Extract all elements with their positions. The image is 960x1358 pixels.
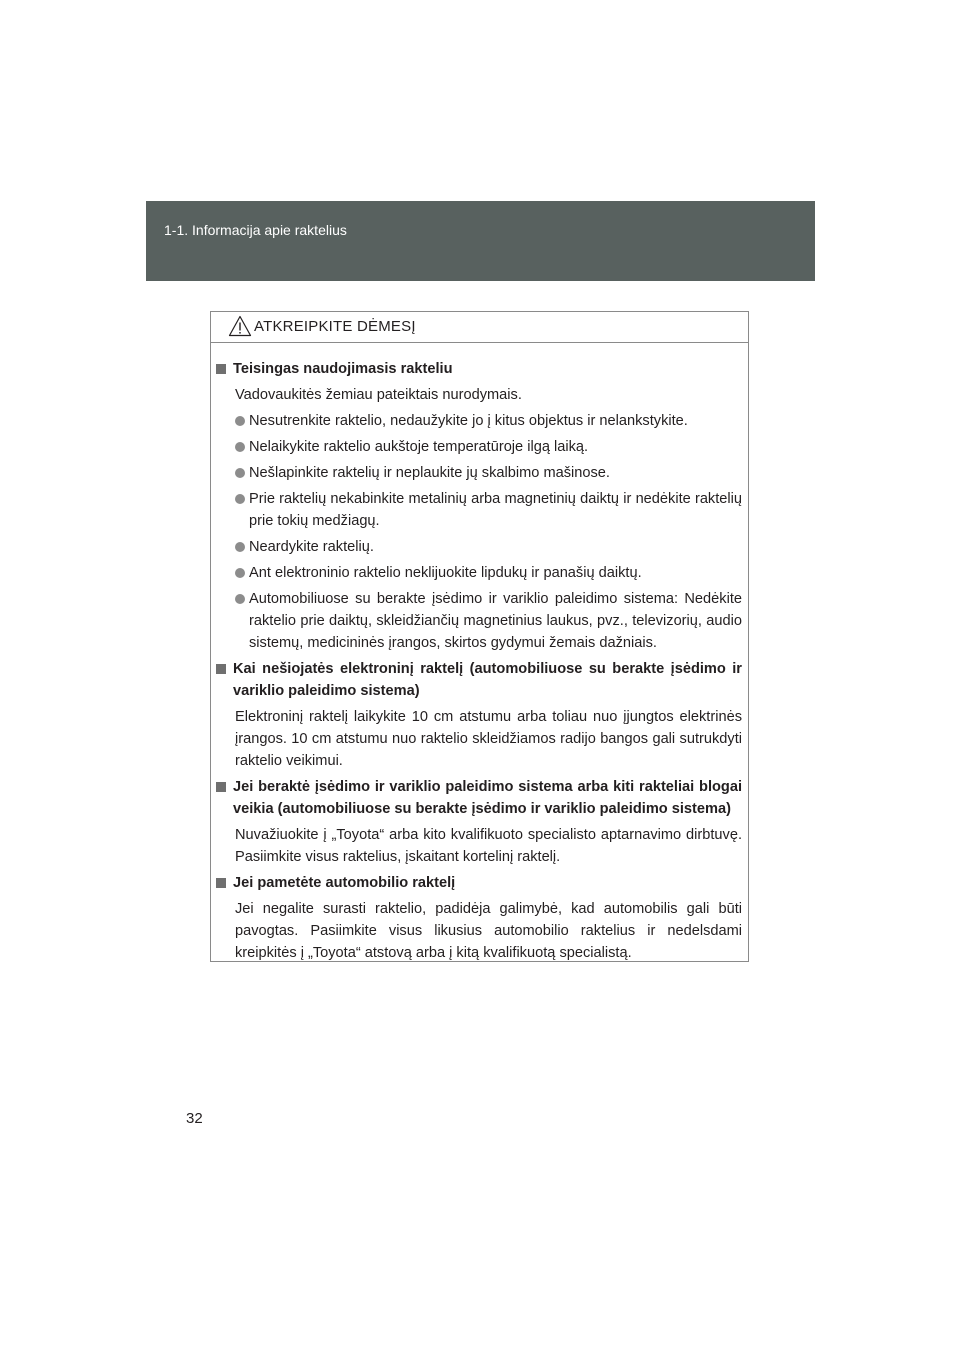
list-item: Ant elektroninio raktelio neklijuokite lipdukų ir panašių daiktų. xyxy=(216,562,742,584)
warning-box xyxy=(210,311,749,962)
warning-body xyxy=(211,343,748,964)
bullet-dot-icon xyxy=(235,442,245,452)
section-heading: Teisingas naudojimasis rakteliu xyxy=(216,358,742,380)
list-item: Nelaikykite raktelio aukštoje temperatūroje ilgą laiką. xyxy=(216,436,742,458)
section-title: 1-1. Informacija apie raktelius xyxy=(164,222,347,238)
square-bullet-icon xyxy=(216,364,226,374)
bullet-dot-icon xyxy=(235,542,245,552)
list-item: Nešlapinkite raktelių ir neplaukite jų skalbimo mašinose. xyxy=(216,462,742,484)
section-heading: Jei pametėte automobilio raktelį xyxy=(216,872,742,894)
list-item: Nesutrenkite raktelio, nedaužykite jo į kitus objektus ir nelankstykite. xyxy=(216,410,742,432)
section-text: Nuvažiuokite į „Toyota“ arba kito kvalifikuoto specialisto aptarnavimo dirbtuvę. Pasiimkite visus raktelius, įskaitant kortelinį raktelį. xyxy=(235,827,742,865)
list-item: Automobiliuose su berakte įsėdimo ir variklio paleidimo sistema: Nedėkite raktelio prie daiktų, skleidžiančių magnetinius laukus, pvz., televizorių, audio sistemų, medicininės įrangos, skirtos gydymui žemais dažniais. xyxy=(216,588,742,654)
section-text: Jei negalite surasti raktelio, padidėja galimybė, kad automobilis gali būti pavogtas. Pasiimkite visus likusius automobilio raktelius ir nedelsdami kreipkitės į „Toyota“ atstovą arba į kitą kvalifikuotą specialistą. xyxy=(235,901,742,961)
list-item: Neardykite raktelių. xyxy=(216,536,742,558)
section-heading: Jei beraktė įsėdimo ir variklio paleidimo sistema arba kiti rakteliai blogai veikia (automobiliuose su berakte įsėdimo ir variklio paleidimo sistema) xyxy=(216,776,742,820)
square-bullet-icon xyxy=(216,664,226,674)
list-item: Prie raktelių nekabinkite metalinių arba magnetinių daiktų ir nedėkite raktelių prie tokių medžiagų. xyxy=(216,488,742,532)
bullet-dot-icon xyxy=(235,568,245,578)
warning-title: ATKREIPKITE DĖMESĮ xyxy=(254,318,416,335)
bullet-dot-icon xyxy=(235,594,245,604)
page-number: 32 xyxy=(186,1110,203,1127)
bullet-dot-icon xyxy=(235,494,245,504)
warning-header xyxy=(211,312,748,343)
section-header xyxy=(146,201,815,281)
section-text: Vadovaukitės žemiau pateiktais nurodymais. xyxy=(235,387,522,403)
square-bullet-icon xyxy=(216,782,226,792)
bullet-dot-icon xyxy=(235,416,245,426)
square-bullet-icon xyxy=(216,878,226,888)
section-text: Elektroninį raktelį laikykite 10 cm atstumu arba toliau nuo įjungtos elektrinės įrangos. 10 cm atstumu nuo raktelio skleidžiamos radijo bangos gali sutrukdyti raktelio veikimui. xyxy=(235,709,742,769)
section-heading: Kai nešiojatės elektroninį raktelį (automobiliuose su berakte įsėdimo ir variklio paleidimo sistema) xyxy=(216,658,742,702)
warning-triangle-icon xyxy=(228,315,252,337)
bullet-dot-icon xyxy=(235,468,245,478)
